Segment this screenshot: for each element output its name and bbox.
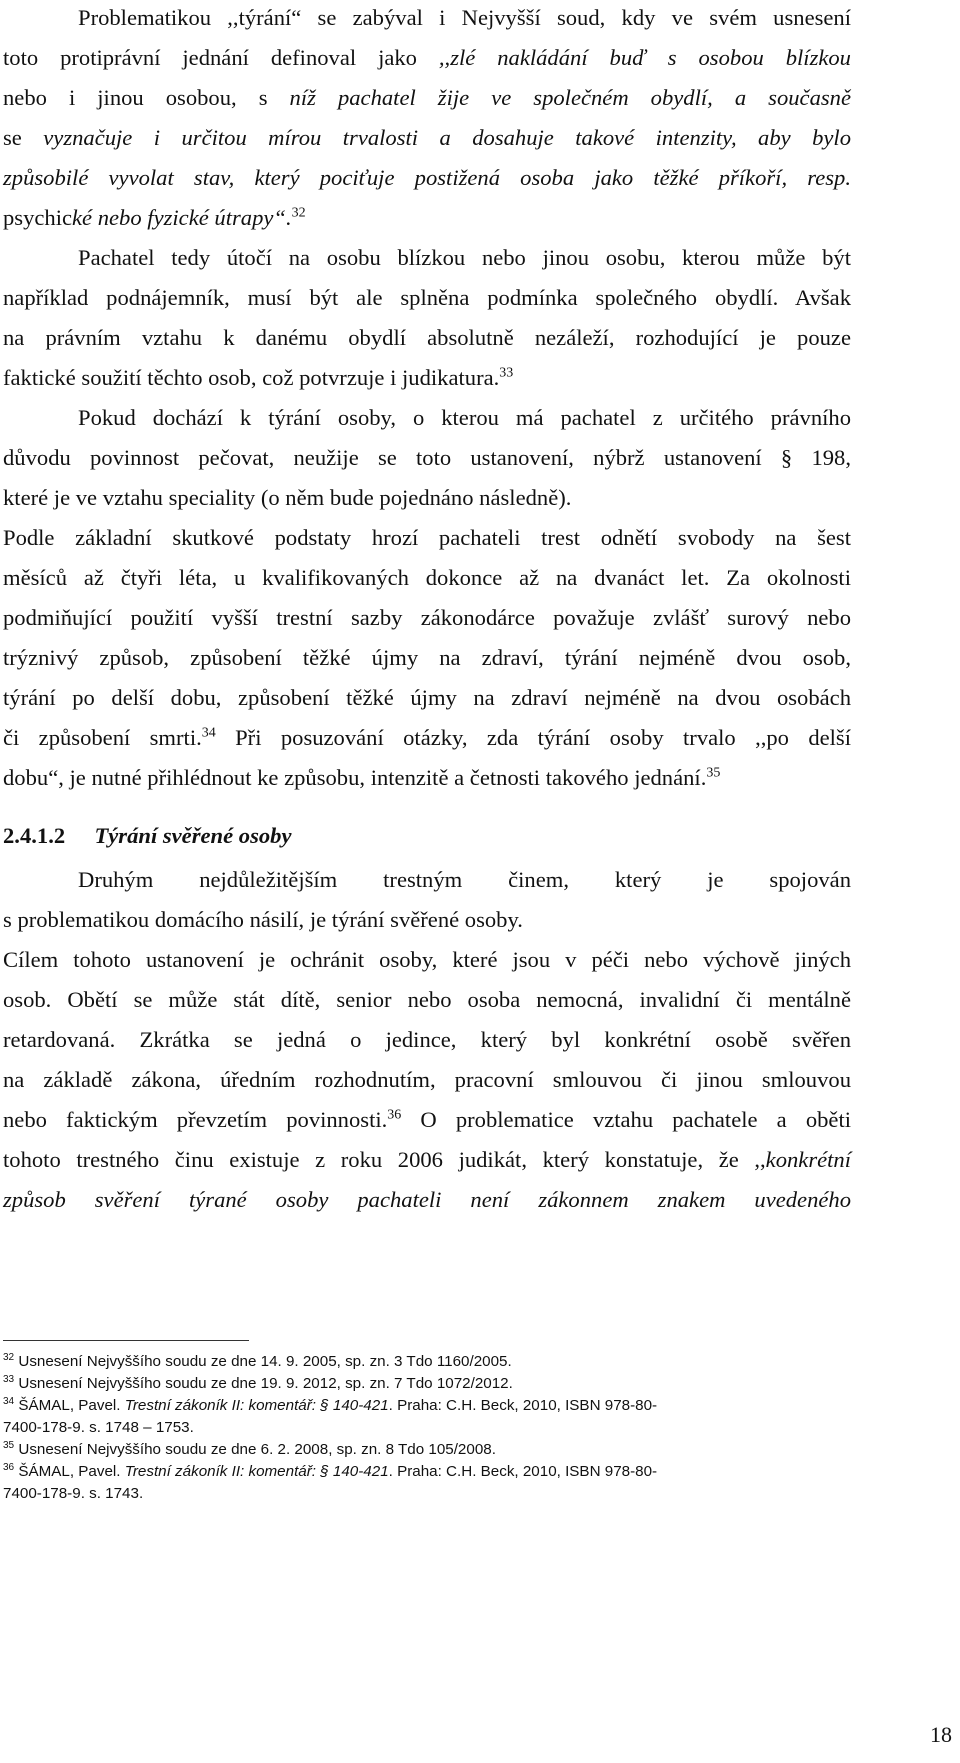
text-run: například podnájemník, musí být ale splněna podmínka společného obydlí. Avšak bbox=[3, 285, 851, 310]
footnote-continuation bbox=[3, 1484, 863, 1504]
italic-text: ké nebo fyzické útrapy“. bbox=[72, 205, 292, 230]
text-run: Pokud dochází k týrání osoby, o kterou má pachatel z určitého právního bbox=[78, 405, 851, 430]
footnote bbox=[3, 1396, 863, 1416]
text-run: Druhým nejdůležitějším trestným činem, který je spojován bbox=[78, 867, 851, 892]
text-run: 7400-178-9. s. 1748 – 1753. bbox=[3, 1419, 194, 1436]
footnote bbox=[3, 1440, 863, 1460]
text-line bbox=[3, 202, 851, 234]
text-line bbox=[3, 944, 851, 976]
text-line bbox=[3, 682, 851, 714]
text-line bbox=[3, 522, 851, 554]
text-run: psychic bbox=[3, 205, 73, 230]
text-line bbox=[78, 242, 851, 274]
text-run: Při posuzování otázky, zda týrání osoby trvalo ,,po delší bbox=[215, 725, 852, 750]
italic-text: ,,zlé nakládání buď s osobou blízkou bbox=[438, 45, 851, 70]
section-title: Týrání svěřené osoby bbox=[94, 823, 292, 848]
footnote bbox=[3, 1374, 863, 1394]
text-line bbox=[3, 722, 851, 754]
text-line bbox=[3, 42, 851, 74]
text-line bbox=[78, 2, 851, 34]
text-run: měsíců až čtyři léta, u kvalifikovaných dokonce až na dvanáct let. Za okolnosti bbox=[3, 565, 851, 590]
text-line bbox=[3, 162, 851, 194]
section-heading bbox=[3, 820, 851, 852]
text-line bbox=[3, 602, 851, 634]
footnote bbox=[3, 1462, 863, 1482]
italic-text: níž pachatel žije ve společném obydlí, a současně bbox=[289, 85, 851, 110]
text-line bbox=[78, 402, 851, 434]
text-line bbox=[3, 762, 851, 794]
text-run: Usnesení Nejvyššího soudu ze dne 14. 9. 2005, sp. zn. 3 Tdo 1160/2005. bbox=[14, 1353, 512, 1370]
text-line bbox=[78, 864, 851, 896]
italic-text: způsobilé vyvolat stav, který pociťuje postižená osoba jako těžké příkoří, resp. bbox=[3, 165, 851, 190]
text-line bbox=[3, 282, 851, 314]
text-line bbox=[3, 642, 851, 674]
text-run: retardovaná. Zkrátka se jedná o jedince, který byl konkrétní osobě svěřen bbox=[3, 1027, 851, 1052]
text-run: Pachatel tedy útočí na osobu blízkou nebo jinou osobu, kterou může být bbox=[78, 245, 851, 270]
text-line bbox=[3, 904, 851, 936]
text-line bbox=[3, 1184, 851, 1216]
footnote-separator bbox=[3, 1340, 249, 1341]
italic-text: Trestní zákoník II: komentář: § 140-421 bbox=[124, 1397, 389, 1414]
text-run: dobu“, je nutné přihlédnout ke způsobu, intenzitě a četnosti takového jednání. bbox=[3, 765, 707, 790]
text-line bbox=[3, 1064, 851, 1096]
text-line bbox=[3, 122, 851, 154]
italic-text: konkrétní bbox=[765, 1147, 851, 1172]
footnote-reference: 36 bbox=[3, 1461, 15, 1473]
footnote-reference: 32 bbox=[3, 1351, 15, 1363]
text-run: na základě zákona, úředním rozhodnutím, pracovní smlouvou či jinou smlouvou bbox=[3, 1067, 851, 1092]
text-run: ŠÁMAL, Pavel. bbox=[14, 1397, 125, 1414]
text-run: . Praha: C.H. Beck, 2010, ISBN 978-80- bbox=[388, 1397, 658, 1414]
text-run: . Praha: C.H. Beck, 2010, ISBN 978-80- bbox=[388, 1463, 658, 1480]
footnote-reference: 35 bbox=[3, 1439, 15, 1451]
text-run: nebo i jinou osobou, s bbox=[3, 85, 290, 110]
text-run: důvodu povinnost pečovat, neužije se toto ustanovení, nýbrž ustanovení § 198, bbox=[3, 445, 851, 470]
text-run: faktické soužití těchto osob, což potvrzuje i judikatura. bbox=[3, 365, 500, 390]
text-run: Cílem tohoto ustanovení je ochránit osoby, které jsou v péči nebo výchově jiných bbox=[3, 947, 851, 972]
footnote-reference: 33 bbox=[3, 1373, 15, 1385]
footnote-reference: 33 bbox=[499, 365, 514, 381]
footnote-reference: 34 bbox=[201, 725, 216, 741]
text-run: na právním vztahu k danému obydlí absolutně nezáleží, rozhodující je pouze bbox=[3, 325, 851, 350]
text-line bbox=[3, 1104, 851, 1136]
text-run: Usnesení Nejvyššího soudu ze dne 6. 2. 2008, sp. zn. 8 Tdo 105/2008. bbox=[14, 1441, 496, 1458]
footnote-reference: 34 bbox=[3, 1395, 15, 1407]
text-run: tohoto trestného činu existuje z roku 2006 judikát, který konstatuje, že ,, bbox=[3, 1147, 766, 1172]
text-run: podmiňující použití vyšší trestní sazby zákonodárce považuje zvlášť surový nebo bbox=[3, 605, 851, 630]
text-run: ŠÁMAL, Pavel. bbox=[14, 1463, 125, 1480]
page-number: 18 bbox=[930, 1722, 952, 1747]
footnote-reference: 36 bbox=[387, 1107, 402, 1123]
footnote-reference: 35 bbox=[706, 765, 721, 781]
italic-text: Trestní zákoník II: komentář: § 140-421 bbox=[124, 1463, 389, 1480]
text-line bbox=[3, 562, 851, 594]
text-run: O problematice vztahu pachatele a oběti bbox=[401, 1107, 851, 1132]
text-line bbox=[3, 482, 851, 514]
text-run: trýznivý způsob, způsobení těžké újmy na zdraví, týrání nejméně dvou osob, bbox=[3, 645, 851, 670]
text-line bbox=[3, 1144, 851, 1176]
text-run: toto protiprávní jednání definoval jako bbox=[3, 45, 439, 70]
text-line bbox=[3, 322, 851, 354]
italic-text: vyznačuje i určitou mírou trvalosti a dosahuje takové intenzity, aby bylo bbox=[43, 125, 851, 150]
text-run: které je ve vztahu speciality (o něm bude pojednáno následně). bbox=[3, 485, 572, 510]
text-run: Usnesení Nejvyššího soudu ze dne 19. 9. 2012, sp. zn. 7 Tdo 1072/2012. bbox=[14, 1375, 513, 1392]
text-run: Problematikou ,,týrání“ se zabýval i Nejvyšší soud, kdy ve svém usnesení bbox=[78, 5, 851, 30]
footnote-continuation bbox=[3, 1418, 863, 1438]
italic-text: způsob svěření týrané osoby pachateli není zákonnem znakem uvedeného bbox=[3, 1187, 851, 1212]
text-run: či způsobení smrti. bbox=[3, 725, 202, 750]
footnote bbox=[3, 1352, 863, 1372]
footnote-reference: 32 bbox=[291, 205, 306, 221]
text-run: týrání po delší dobu, způsobení těžké újmy na zdraví nejméně na dvou osobách bbox=[3, 685, 851, 710]
text-run: nebo faktickým převzetím povinnosti. bbox=[3, 1107, 388, 1132]
section-number: 2.4.1.2 bbox=[3, 823, 66, 848]
text-line bbox=[3, 82, 851, 114]
text-line bbox=[3, 1024, 851, 1056]
text-run: osob. Obětí se může stát dítě, senior nebo osoba nemocná, invalidní či mentálně bbox=[3, 987, 851, 1012]
text-run: Podle základní skutkové podstaty hrozí pachateli trest odnětí svobody na šest bbox=[3, 525, 851, 550]
text-line bbox=[3, 362, 851, 394]
text-run: 7400-178-9. s. 1743. bbox=[3, 1485, 144, 1502]
text-run: s problematikou domácího násilí, je týrání svěřené osoby. bbox=[3, 907, 523, 932]
text-line bbox=[3, 984, 851, 1016]
text-line bbox=[3, 442, 851, 474]
text-run: se bbox=[3, 125, 44, 150]
